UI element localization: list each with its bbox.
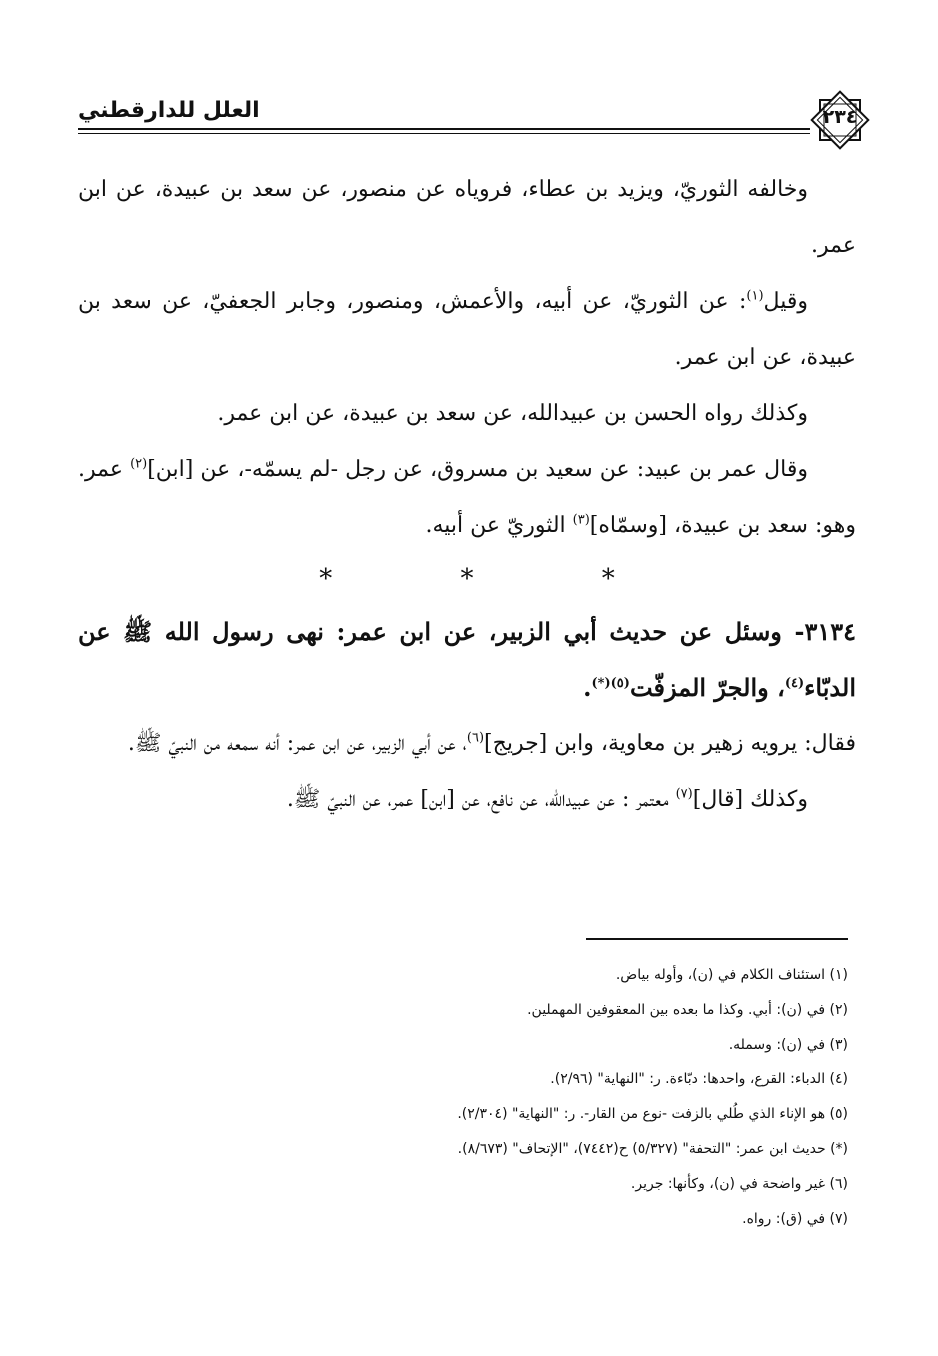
footnote-divider xyxy=(586,938,848,940)
heading-text: ، والجرّ المزفّت xyxy=(629,673,785,702)
paragraph-4 xyxy=(78,442,856,554)
paragraph-5 xyxy=(78,716,856,772)
footnote-ref[interactable]: (٦) xyxy=(466,730,485,746)
hadith-heading xyxy=(78,604,856,716)
page-header xyxy=(78,88,872,152)
paragraph-2 xyxy=(78,274,856,386)
paragraph-6 xyxy=(78,772,856,828)
main-text xyxy=(78,162,856,828)
heading-text: . xyxy=(583,673,592,702)
page-number: ٢٣٤ xyxy=(822,106,858,128)
footnote-ref[interactable]: (٤) xyxy=(784,676,805,691)
footnote-ref[interactable]: (٥)(*) xyxy=(591,676,630,691)
paragraph-text: عمر. وهو: سعد بن عبيدة، [وسمّاه] xyxy=(78,457,856,538)
footnote: (٥) هو الإناء الذي طُلي بالزفت -نوع من القار-. ر: "النهاية" (٢/٣٠٤). xyxy=(457,1106,848,1123)
footnote: (٣) في (ن): وسمله. xyxy=(728,1036,848,1053)
footnote: (٧) في (ق): رواه. xyxy=(742,1210,848,1227)
paragraph-text: وكذلك رواه الحسن بن عبيدالله، عن سعد بن عبيدة، عن ابن عمر. xyxy=(217,401,808,426)
footnote-ref[interactable]: (٣) xyxy=(572,512,590,528)
footnotes xyxy=(88,958,848,1236)
paragraph-1 xyxy=(78,162,856,274)
paragraph-text: ، عن أبي الزبير، عن ابن عمر: أنه سمعه من النبيّ ﷺ. xyxy=(127,731,467,756)
footnote-ref[interactable]: (١) xyxy=(746,288,764,304)
running-title: العلل للدارقطني xyxy=(78,98,260,123)
paragraph-3 xyxy=(78,386,856,442)
paragraph-text: وقال عمر بن عبيد: عن سعيد بن مسروق، عن رجل -لم يسمّه-، عن [ابن] xyxy=(147,457,808,482)
paragraph-text: : عن الثوريّ، عن أبيه، والأعمش، ومنصور، وجابر الجعفيّ، عن سعد بن عبيدة، عن ابن عمر. xyxy=(78,289,856,370)
footnote-ref[interactable]: (٧) xyxy=(675,786,693,802)
paragraph-text: معتمر : عن عبيدالله، عن نافع، عن [ابن] عمر، عن النبيّ ﷺ. xyxy=(286,787,676,812)
paragraph-text: الثوريّ عن أبيه. xyxy=(425,513,573,538)
footnote-ref[interactable]: (٢) xyxy=(130,456,148,472)
paragraph-text: فقال: يرويه زهير بن معاوية، وابن [جريج] xyxy=(484,731,856,756)
footnote: (٢) في (ن): أبي. وكذا ما بعده بين المعقوفين المهملين. xyxy=(527,1001,848,1018)
paragraph-text: وقيل xyxy=(763,289,808,314)
footnote: (٤) الدباء: القرع، واحدها: دبّاءة. ر: "النهاية" (٢/٩٦). xyxy=(550,1071,848,1088)
heading-text: ٣١٣٤- وسئل عن حديث أبي الزبير، عن ابن عمر: نهى رسول الله ﷺ عن الدبّاء xyxy=(78,617,856,702)
header-rule xyxy=(78,128,810,130)
footnote: (١) استئناف الكلام في (ن)، وأوله بياض. xyxy=(615,967,848,983)
footnote: (*) حديث ابن عمر: "التحفة" (٥/٣٢٧) ح(٧٤٤٢)، "الإتحاف" (٨/٦٧٣). xyxy=(457,1140,848,1157)
paragraph-text: وخالفه الثوريّ، ويزيد بن عطاء، فروياه عن منصور، عن سعد بن عبيدة، عن ابن عمر. xyxy=(78,177,856,258)
paragraph-text: وكذلك [قال] xyxy=(692,787,808,812)
section-separator: * * * xyxy=(319,564,675,594)
footnote: (٦) غير واضحة في (ن)، وكأنها: جرير. xyxy=(630,1175,848,1192)
header-rule-thin xyxy=(78,133,810,134)
